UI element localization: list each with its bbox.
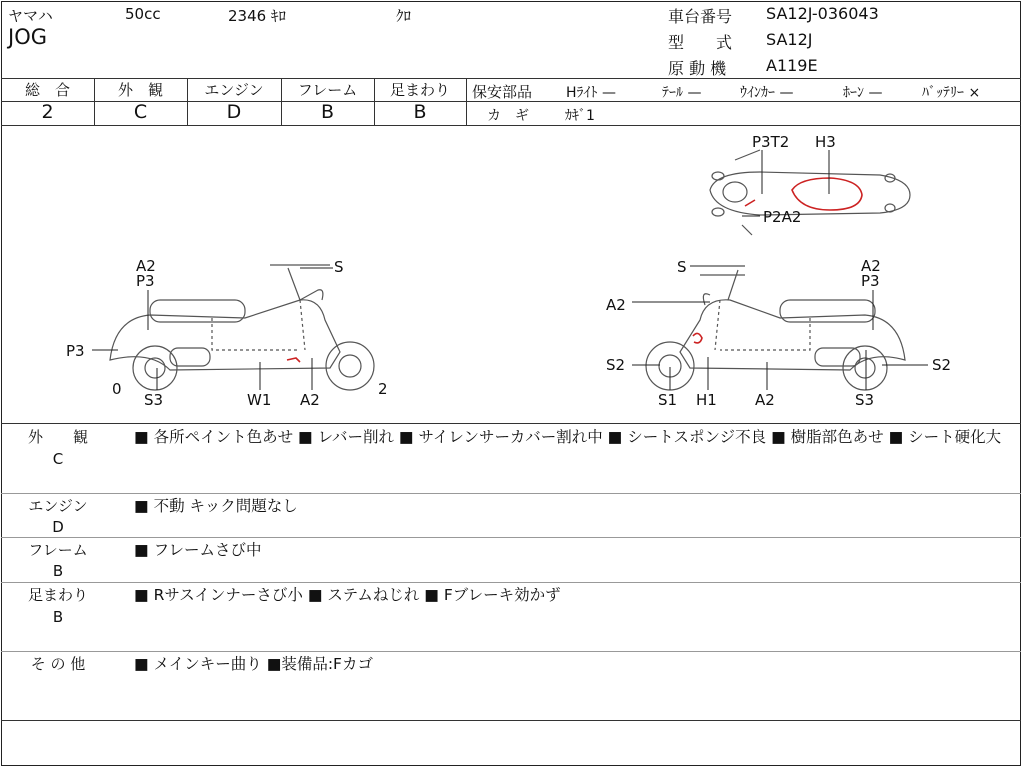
notes-engine-text: ■ 不動 キック問題なし [134, 497, 298, 515]
diagram-label: P3 [861, 272, 880, 290]
suspension-grade-label: 足まわり [389, 81, 450, 99]
engine-grade-label: エンジン [204, 81, 264, 99]
diagram-label: A2 [606, 296, 626, 314]
safety-winker: ｳｲﾝｶｰ — [740, 85, 794, 101]
safety-title: 保安部品 [472, 83, 533, 101]
divider [1, 493, 1021, 494]
notes-engine-label: エンジン [28, 497, 88, 515]
safety-horn: ﾎｰﾝ — [843, 85, 883, 101]
engine-label: 原 動 機 [668, 59, 727, 78]
key-label: カ ギ [487, 108, 529, 124]
suspension-grade: B [413, 101, 427, 123]
notes-frame-text: ■ フレームさび中 [134, 541, 262, 559]
diagram-label: A2 [861, 257, 881, 275]
diagram-label: S2 [606, 356, 626, 374]
diagram-label: W1 [247, 391, 272, 409]
color: ｸﾛ [396, 7, 412, 25]
divider [1, 720, 1021, 721]
exterior-grade: C [133, 101, 148, 123]
divider [1, 651, 1021, 652]
diagram-label: S [334, 258, 344, 276]
diagram-label: P3T2 [752, 133, 790, 151]
diagram-label: 2 [378, 380, 388, 398]
notes-suspension-grade: B [52, 608, 64, 626]
overall-grade: 2 [41, 101, 54, 123]
notes-other-text: ■ メインキー曲り ■装備品:Fカゴ [134, 655, 373, 673]
maker: ヤマハ [8, 7, 53, 25]
notes-frame-grade: B [52, 562, 64, 580]
notes-exterior-grade: C [52, 450, 64, 468]
key-value: ｶｷﾞ1 [565, 108, 595, 124]
frame-grade-label: フレーム [297, 81, 358, 99]
frame-no-label: 車台番号 [668, 7, 733, 26]
divider [1, 125, 1021, 126]
divider [1, 423, 1021, 424]
safety-headlight: Hﾗｲﾄ — [566, 85, 616, 101]
notes-other-label: そ の 他 [30, 655, 86, 673]
displacement: 50cc [125, 5, 161, 23]
engine-value: A119E [766, 56, 818, 75]
notes-suspension-label: 足まわり [27, 586, 88, 604]
safety-battery: ﾊﾞｯﾃﾘｰ × [922, 85, 981, 101]
type-value: SA12J [766, 30, 813, 49]
diagram-label: P2A2 [763, 208, 802, 226]
notes-engine-grade: D [52, 518, 64, 536]
diagram-label: 0 [112, 380, 122, 398]
notes-frame-label: フレーム [28, 541, 88, 559]
diagram-label: S1 [658, 391, 678, 409]
divider [1, 582, 1021, 583]
divider [466, 78, 467, 125]
diagram-label: H3 [815, 133, 836, 151]
diagram-label: H1 [696, 391, 717, 409]
model-name: JOG [8, 25, 47, 49]
notes-suspension-text: ■ Rサスインナーさび小 ■ ステムねじれ ■ Fブレーキ効かず [134, 586, 561, 604]
diagram-label: S3 [855, 391, 875, 409]
diagram-label: P3 [136, 272, 155, 290]
diagram-label: S [677, 258, 687, 276]
diagram-label: A2 [136, 257, 156, 275]
exterior-label: 外 観 [117, 81, 163, 99]
notes-exterior-label: 外 観 [27, 428, 88, 446]
diagram-label: S2 [932, 356, 952, 374]
type-label: 型 式 [668, 33, 733, 52]
diagram-label: S3 [144, 391, 164, 409]
mileage: 2346 ｷﾛ [228, 7, 286, 25]
overall-label: 総 合 [24, 81, 70, 99]
safety-tail: ﾃｰﾙ — [662, 85, 702, 101]
diagram-label: A2 [300, 391, 320, 409]
diagram-label: P3 [66, 342, 85, 360]
frame-grade: B [320, 101, 335, 123]
frame-no: SA12J-036043 [766, 4, 879, 23]
diagram-label: A2 [755, 391, 775, 409]
engine-grade: D [226, 101, 242, 123]
divider [1, 537, 1021, 538]
notes-exterior-text: ■ 各所ペイント色あせ ■ レバー削れ ■ サイレンサーカバー割れ中 ■ シートスポンジ不良 ■ 樹脂部色あせ ■ シート硬化大 [134, 428, 1002, 446]
